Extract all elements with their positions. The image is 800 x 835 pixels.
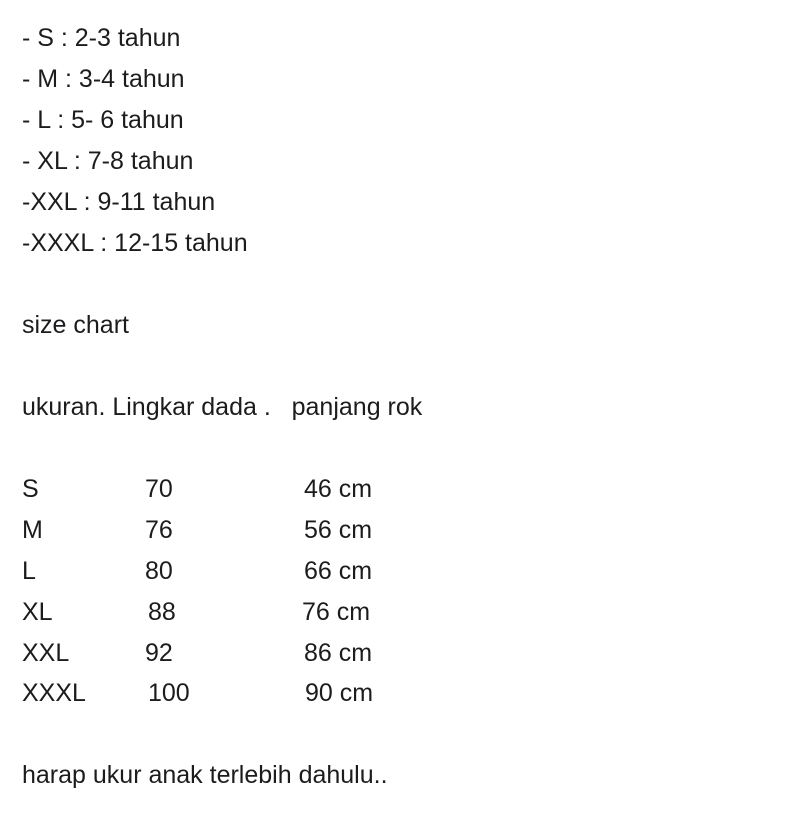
age-size-line: - L : 5- 6 tahun (22, 106, 184, 134)
table-header: ukuran. Lingkar dada . panjang rok (22, 393, 423, 421)
age-size-line: - M : 3-4 tahun (22, 65, 185, 93)
length-cell: 86 cm (304, 639, 373, 667)
length-cell: 66 cm (304, 557, 373, 585)
age-size-line: - XL : 7-8 tahun (22, 147, 194, 175)
chest-cell: 80 (145, 557, 173, 585)
age-size-line: -XXL : 9-11 tahun (22, 188, 216, 216)
chest-cell: 88 (148, 598, 176, 626)
chest-cell: 92 (145, 639, 173, 667)
length-cell: 56 cm (304, 516, 373, 544)
age-size-line: -XXXL : 12-15 tahun (22, 229, 248, 257)
size-cell: XXXL (22, 679, 86, 707)
size-cell: L (22, 557, 36, 585)
age-size-line: - S : 2-3 tahun (22, 24, 181, 52)
length-cell: 46 cm (304, 475, 373, 503)
size-cell: S (22, 475, 39, 503)
size-cell: XXL (22, 639, 70, 667)
size-cell: M (22, 516, 43, 544)
size-chart-title: size chart (22, 311, 129, 339)
chest-cell: 76 (145, 516, 173, 544)
chest-cell: 100 (148, 679, 190, 707)
footer-note: harap ukur anak terlebih dahulu.. (22, 761, 388, 789)
length-cell: 76 cm (302, 598, 371, 626)
length-cell: 90 cm (305, 679, 374, 707)
chest-cell: 70 (145, 475, 173, 503)
size-cell: XL (22, 598, 53, 626)
